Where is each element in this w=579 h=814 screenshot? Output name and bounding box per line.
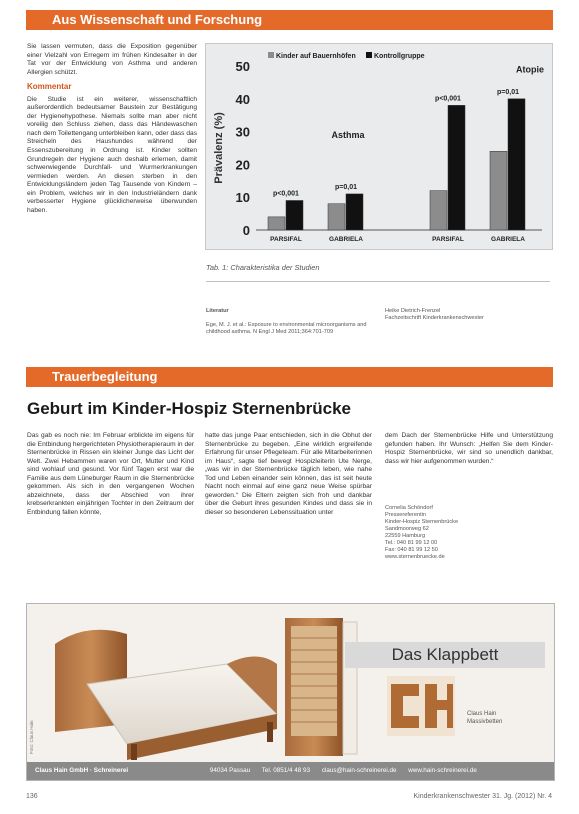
advertisement [26,603,555,781]
logo-line: Claus Hain [467,711,497,717]
ad-email[interactable]: claus@hain-schreinerei.de [321,767,397,774]
intro-paragraph: Sie lassen vermuten, dass die Exposition gegenüber einer Vielzahl von Erregern im frühen Kindesalter in der Tat vor der Entwicklung von Asthma und anderen Allergien schützt. [27,43,197,76]
bar-bauernhof [430,191,447,230]
p-value-label: p<0,001 [435,95,461,103]
article-column-1 [27,432,194,519]
y-tick-label: 30 [235,124,250,140]
y-tick-label: 50 [235,59,250,74]
y-axis-label: Prävalenz (%) [213,112,225,184]
literature-label: Literatur [206,308,229,314]
author-name: Heike Dietrich-Frenzel [385,308,441,314]
legend-label: Kinder auf Bauernhöfen [276,53,356,60]
ad-phone: Tel. 0851/4 48 93 [261,767,311,774]
legend-label: Kontrollgruppe [374,53,425,60]
group-label-atopie: Atopie [516,64,544,75]
section-title: Trauerbegleitung [52,369,158,384]
divider [206,281,550,282]
literature-text: Ege, M. J. et al.: Exposure to environmental microorganisms and childhood asthma. N Engl J Med 2011;364:701-709 [206,322,367,335]
y-tick-label: 20 [235,157,250,173]
bar-kontrolle [286,200,303,230]
prevalence-bar-chart [206,44,552,249]
ad-photo [27,604,554,762]
section-band-trauerbegleitung [26,367,553,387]
logo-line: Massivbetten [467,719,503,725]
author-affiliation: Fachzeitschrift Kinderkrankenschwester [385,315,484,321]
y-tick-label: 0 [242,223,250,238]
journal-info: Kinderkrankenschwester 31. Jg. (2012) Nr. 4 [413,793,552,800]
category-label: PARSIFAL [432,236,464,243]
contact-line: Kinder-Hospiz Sternenbrücke [385,519,459,525]
bar-kontrolle [448,105,465,230]
bar-bauernhof [490,151,507,230]
photo-credit: Foto: Claus Hain [29,720,34,754]
bar-kontrolle [346,194,363,230]
company-logo [387,676,455,736]
section-title: Aus Wissenschaft und Forschung [52,12,263,27]
article-text: hatte das junge Paar entschieden, sich in die Obhut der Sternenbrücke zu begeben. „Eine wirklich ergreifende Erfahrung für unser Pflegeteam. Für alle Mitarbeiterinnen im Haus“, sagte tief bewegt Hospizleiterin Ute Nerge, „was wir in der Sternenbrücke täglich leben, wie nahe Tod und Leben einander sein können, das ist seit heute Nacht noch einmal auf eine ganz neue Weise spürbar geworden.“ Die Eltern zeigten sich froh und dankbar über die Geburt ihres gesunden Kindes und dass sie in dieser so besonderen Lebenssituation unter [205,432,372,516]
bar-bauernhof [328,204,345,230]
p-value-label: p=0,01 [497,88,519,96]
literature-block [206,308,371,336]
ad-title: Das Klappbett [391,645,499,664]
folded-bed-illustration [285,618,357,756]
article-title: Geburt im Kinder-Hospiz Sternenbrücke [27,399,351,418]
contact-block [385,505,550,561]
ad-address: 94034 Passau [209,767,251,774]
p-value-label: p=0,01 [335,183,357,191]
kommentar-heading: Kommentar [27,82,72,92]
y-tick-label: 10 [235,190,250,206]
chart-panel [205,43,553,250]
article-column-2 [205,432,372,519]
contact-line: Sandmoorweg 62 [385,526,429,532]
category-label: GABRIELA [491,236,525,243]
article-text: dem Dach der Sternenbrücke Hilfe und Unterstützung gefunden haben. Ihr Wunsch: „Helfen Sie dem Kinder-Hospiz Sternenbrücke, wir sind so unendlich dankbar, dass wir hier aufgenommen wurden.“ [385,432,553,465]
ad-website[interactable]: www.hain-schreinerei.de [408,767,477,774]
ad-company: Claus Hain GmbH · Schreinerei [35,767,129,774]
legend-swatch [268,52,274,58]
contact-line: Tel.: 040 81 99 12 00 [385,540,438,546]
page-number: 136 [26,793,38,800]
author-block [385,308,550,322]
logo-text [467,710,502,726]
y-tick-label: 40 [235,91,250,107]
bar-bauernhof [268,217,285,230]
ad-footer-bar [27,762,554,780]
p-value-label: p<0,001 [273,190,299,198]
article-text: Das gab es noch nie: Im Februar erblickte im eigens für die Entbindung hergerichteten Physiotherapieraum in der Sternenbrücke in Rissen ein kleiner Junge das Licht der Welt. Zwei Hebammen waren vor Ort, Mutter und Kind sind wohlauf und gesund. Vor fünf Tagen erst war die Familie aus dem Lüneburger Raum in die Sternenbrücke gekommen. Als sich in den vergangenen Wochen abzeichnete, dass der Abschied von ihrer krebserkrankten einjährigen Tochter in den Zeitraum der Entbindung fallen könnte, [27,432,194,516]
group-label-asthma: Asthma [331,130,365,141]
bar-kontrolle [508,99,525,230]
kommentar-paragraph: Die Studie ist ein weiterer, wissenschaftlich außerordentlich bedeutsamer Baustein zur Bestätigung der Hygienehypothese. Niemals sollte man aber nicht voreilig den Schluss ziehen, dass das Händewaschen nach dem Toilettengang unterbleiben kann, oder dass das Streicheln des Haushundes während der Essenszubereitung in Ordnung ist. Kinder sollten Grundregeln der Hygiene auch deshalb erlernen, damit schwerwiegende Durchfall- und Wurmerkrankungen vermieden werden. An diesen sterben in den Entwicklungsländern jeden Tag Tausende von Kindern – ein Problem, welches wir in den Industrieländern dank verbesserter Hygiene glücklicherweise überwunden haben. [27,95,197,214]
article-column-3 [385,432,553,468]
section-band-wissenschaft [26,10,553,30]
contact-line: Cornelia Schöndorf [385,505,433,511]
chart-caption: Tab. 1: Charakteristika der Studien [206,263,320,272]
category-label: GABRIELA [329,236,363,243]
contact-line: 22559 Hamburg [385,533,426,539]
category-label: PARSIFAL [270,236,302,243]
contact-line: Pressereferentin [385,512,427,518]
legend-swatch [366,52,372,58]
contact-line[interactable]: www.sternenbruecke.de [385,554,445,560]
intro-column [27,43,197,217]
contact-line: Fax: 040 81 99 12 50 [385,547,438,553]
